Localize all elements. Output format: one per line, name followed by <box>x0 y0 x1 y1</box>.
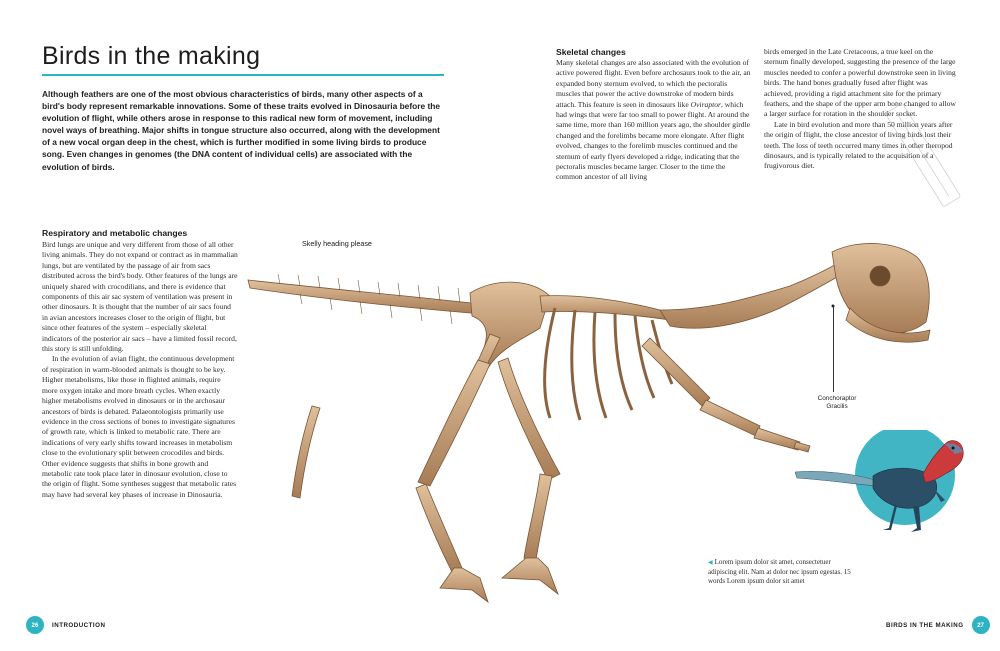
respiratory-paragraph-1: Bird lungs are unique and very different from those of all other living animals. They do not expand or contract as in mammalian lungs, but are ventilated by the passage of air from sacs distributed across the bird's body. Other features of the lungs are uniquely shared with crocodilians, and there is evidence that components of this air sac system of ventilation was present in other dinosaurs. It is thought that the number of air sacs found in avian ancestors increases closer to the origin of flight, but since other features of the system – especially skeletal indicators of the posterior air sacs – have a limited fossil record, this story is still unfolding. <box>42 240 238 354</box>
page-number-right: 27 <box>972 616 990 634</box>
title-underline <box>42 74 444 76</box>
specimen-callout <box>805 395 869 411</box>
figure-caption: ◀ Lorem ipsum dolor sit amet, consectetuer adipiscing elit. Nam at dolor nec ipsum egestas. 15 words Lorem ipsum dolor sit amet <box>708 558 851 586</box>
figure-heading: Skelly heading please <box>302 239 372 248</box>
respiratory-column <box>42 240 238 500</box>
respiratory-heading: Respiratory and metabolic changes <box>42 228 188 238</box>
dinosaur-skeleton-illustration <box>240 238 940 608</box>
caption-pointer-icon: ◀ <box>708 560 713 566</box>
footer-chapter-label: BIRDS IN THE MAKING <box>886 621 964 629</box>
respiratory-paragraph-2: In the evolution of avian flight, the continuous development of respiration in warm-blooded animals is thought to be key. Higher metabolisms, like those in flighted animals, require more oxygen intake and more breath cycles. When exactly higher metabolisms evolved in dinosaurs or in the archosaur ancestors of birds is debated. Palaeontologists primarily use evidence in the cross sections of bones to investigate signatures of growth rate, which is linked to metabolic rate. There are indications of very early shifts toward increases in metabolism close to the evolutionary split between crocodiles and birds. Other evidence suggests that shifts in bone growth and metabolic rate took place later in dinosaur evolution, close to the origin of flight. Some syntheses suggest that metabolic rates may have had several key phases of increase in Dinosauria. <box>42 354 237 499</box>
proof-stamp <box>848 90 998 220</box>
intro-paragraph: Although feathers are one of the most obvious characteristics of birds, many other aspects of a bird's body represent remarkable innovations. Some of these traits evolved in Dinosauria before the evolution of flight, while others arose in response to this radical new form of movement, including novel ways of breathing. Major shifts in tongue structure also occurred, along with the development of a new vocal organ deep in the chest, which is further modified in some living birds to produce song. Even changes in genomes (the DNA content of individual cells) are associated with the evolution of birds. <box>42 89 441 172</box>
skeletal-paragraph-3: Late in bird evolution and more than 50 million years after the origin of flight, the close ancestor of living birds lost their teeth. The loss of teeth occurred many times in other theropod dinosaurs, and is typically related to the acquisition of a frugivorous diet. <box>764 119 953 171</box>
skeletal-column-mid <box>556 58 751 183</box>
oviraptor-italic: Oviraptor <box>690 99 721 109</box>
footer-left <box>26 616 105 634</box>
callout-species: Gracilis <box>826 403 848 410</box>
footer-section-label: INTRODUCTION <box>52 621 106 629</box>
footer-right <box>886 616 990 634</box>
bird-reconstruction-illustration <box>795 430 970 540</box>
callout-leader-line <box>833 306 834 392</box>
skeletal-heading: Skeletal changes <box>556 47 626 57</box>
callout-genus: Conchoraptor <box>817 395 857 402</box>
skeletal-paragraph-1: Many skeletal changes are also associated with the evolution of active powered flight. Even before archosaurs took to the air, an expanded bony sternum evolved, to which the pectoralis muscles that power the active downstroke of modern birds attach. This feature is seen in dinosaurs like Oviraptor, which had wings that were far too small to power flight. At around the same time, more than 160 million years ago, the shoulder girdle changed and the forelimbs became more elongate. After flight evolved, changes to the forelimb muscles continued and the sternum of early flyers developed a ridge, indicating that the pectoralis muscles became larger. Closer to the time the common ancestor of all living <box>556 58 751 182</box>
page-number-left: 26 <box>26 616 44 634</box>
page-title: Birds in the making <box>42 42 261 70</box>
skeletal-paragraph-2: birds emerged in the Late Cretaceous, a true keel on the sternum finally developed, suggesting the presence of the large muscles needed to confer a powerful downstroke seen in living birds. The hand bones gradually fused after flight was achieved, providing a rigid attachment site for the primary feathers, and the shape of the upper arm bone changed to allow a larger surface for rotation in the shoulder socket. <box>764 47 956 119</box>
